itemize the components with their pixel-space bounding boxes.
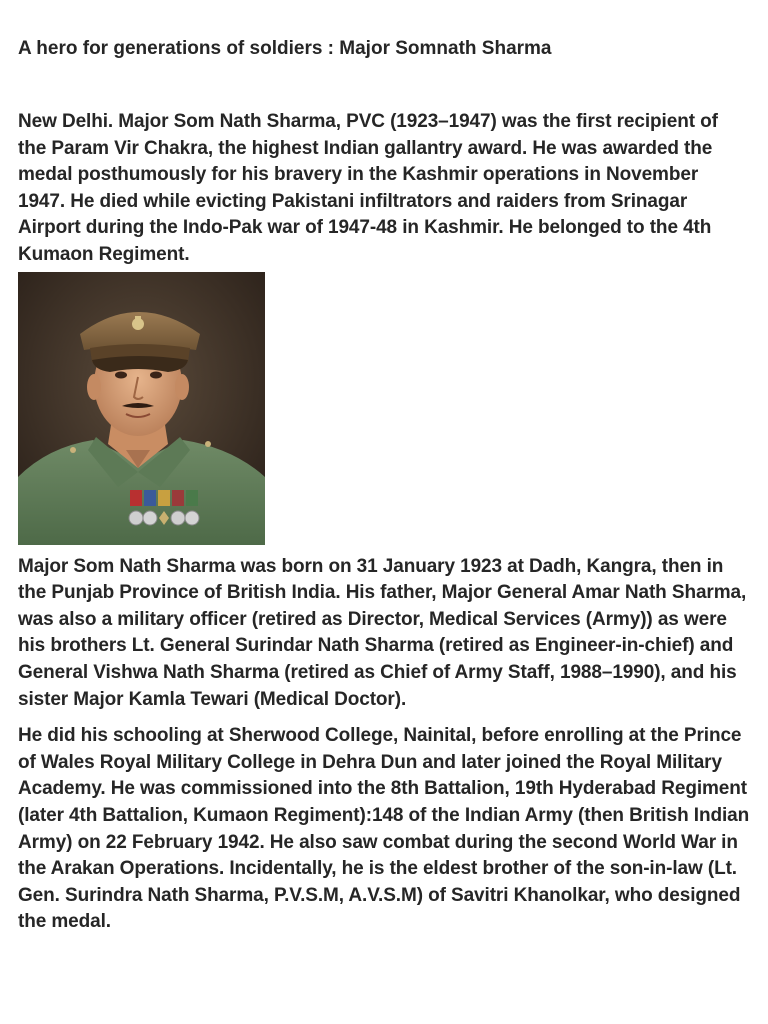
document-page — [18, 36, 750, 936]
document-title: A hero for generations of soldiers : Major Somnath Sharma — [18, 38, 552, 59]
portrait-image — [18, 272, 265, 545]
paragraph-intro: New Delhi. Major Som Nath Sharma, PVC (1923–1947) was the first recipient of the Param Vir Chakra, the highest Indian gallantry award. He was awarded the medal posthumously for his bravery in the Kashmir operations in November 1947. He died while evicting Pakistani infiltrators and raiders from Srinagar Airport during the Indo-Pak war of 1947-48 in Kashmir. He belonged to the 4th Kumaon Regiment. — [18, 111, 718, 265]
paragraph-early-life: Major Som Nath Sharma was born on 31 January 1923 at Dadh, Kangra, then in the Punjab Province of British India. His father, Major General Amar Nath Sharma, was also a military officer (retired as Director, Medical Services (Army)) as were his brothers Lt. General Surindar Nath Sharma (retired as Engineer-in-chief) and General Vishwa Nath Sharma (retired as Chief of Army Staff, 1988–1990), and his sister Major Kamla Tewari (Medical Doctor). — [18, 555, 747, 710]
paragraph-education: He did his schooling at Sherwood College, Nainital, before enrolling at the Prince of Wales Royal Military College in Dehra Dun and later joined the Royal Military Academy. He was commissioned into the 8th Battalion, 19th Hyderabad Regiment (later 4th Battalion, Kumaon Regiment):148 of the Indian Army (then British Indian Army) on 22 February 1942. He also saw combat during the second World War in the Arakan Operations. Incidentally, he is the eldest brother of the son-in-law (Lt. Gen. Surindra Nath Sharma, P.V.S.M, A.V.S.M) of Savitri Khanolkar, who designed the medal. — [18, 725, 750, 933]
